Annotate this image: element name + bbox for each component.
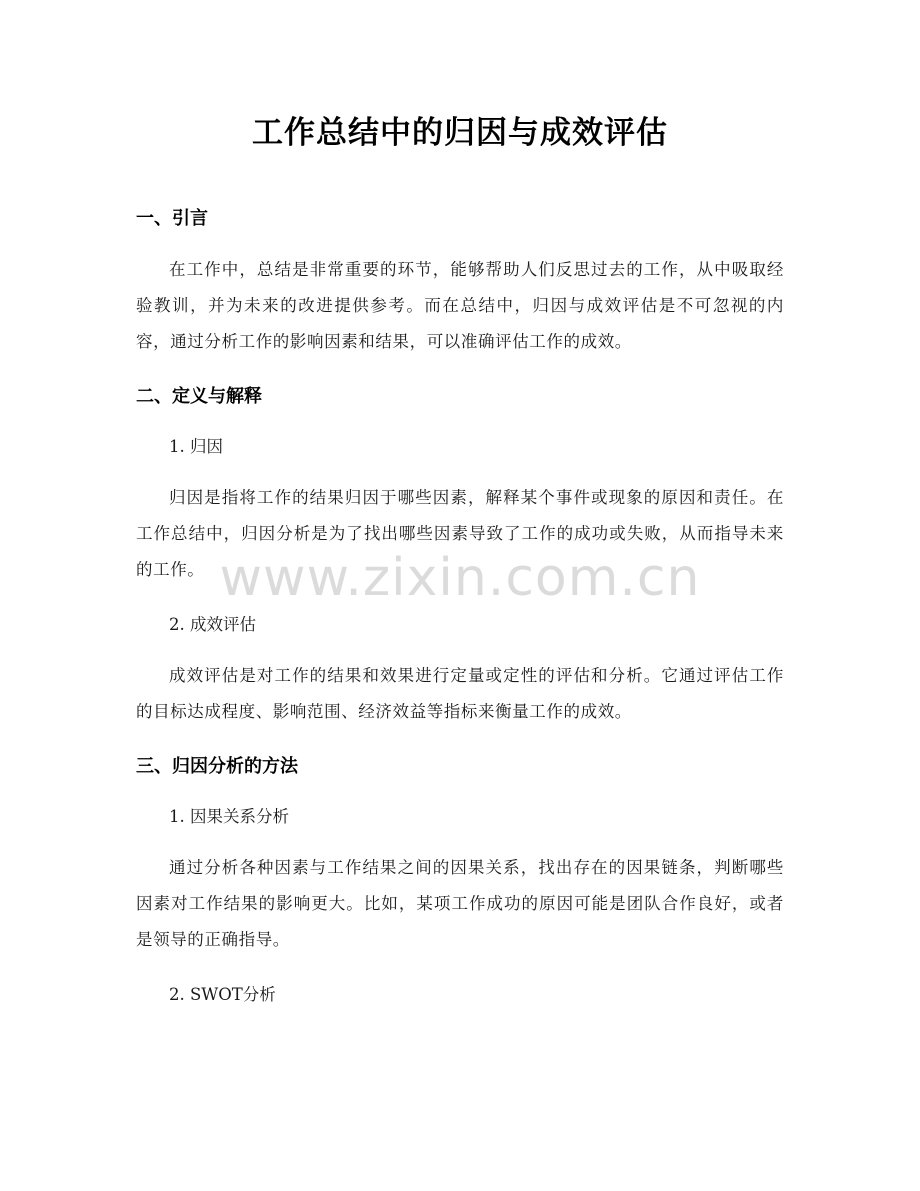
subheading-causal-analysis: 1. 因果关系分析 [169, 807, 289, 826]
watermark: www.zixin.com.cn [219, 548, 701, 608]
section-heading-definitions: 二、定义与解释 [136, 386, 262, 407]
subheading-attribution: 1. 归因 [169, 437, 223, 456]
subheading-swot-analysis: 2. SWOT分析 [169, 985, 276, 1004]
paragraph-introduction: 在工作中，总结是非常重要的环节，能够帮助人们反思过去的工作，从中吸取经验教训，并为未来的改进提供参考。而在总结中，归因与成效评估是不可忽视的内容，通过分析工作的影响因素和结果，可以准确评估工作的成效。 [136, 260, 784, 351]
paragraph-causal-analysis: 通过分析各种因素与工作结果之间的因果关系，找出存在的因果链条，判断哪些因素对工作结果的影响更大。比如，某项工作成功的原因可能是团队合作良好，或者是领导的正确指导。 [136, 858, 784, 949]
paragraph-attribution: 归因是指将工作的结果归因于哪些因素，解释某个事件或现象的原因和责任。在工作总结中，归因分析是为了找出哪些因素导致了工作的成功或失败，从而指导未来的工作。 [136, 488, 784, 579]
paragraph-effectiveness-evaluation: 成效评估是对工作的结果和效果进行定量或定性的评估和分析。它通过评估工作的目标达成程度、影响范围、经济效益等指标来衡量工作的成效。 [136, 666, 784, 721]
section-heading-attribution-methods: 三、归因分析的方法 [136, 756, 298, 777]
subheading-effectiveness-evaluation: 2. 成效评估 [169, 615, 256, 634]
page-title: 工作总结中的归因与成效评估 [252, 115, 668, 151]
section-heading-introduction: 一、引言 [136, 208, 208, 229]
